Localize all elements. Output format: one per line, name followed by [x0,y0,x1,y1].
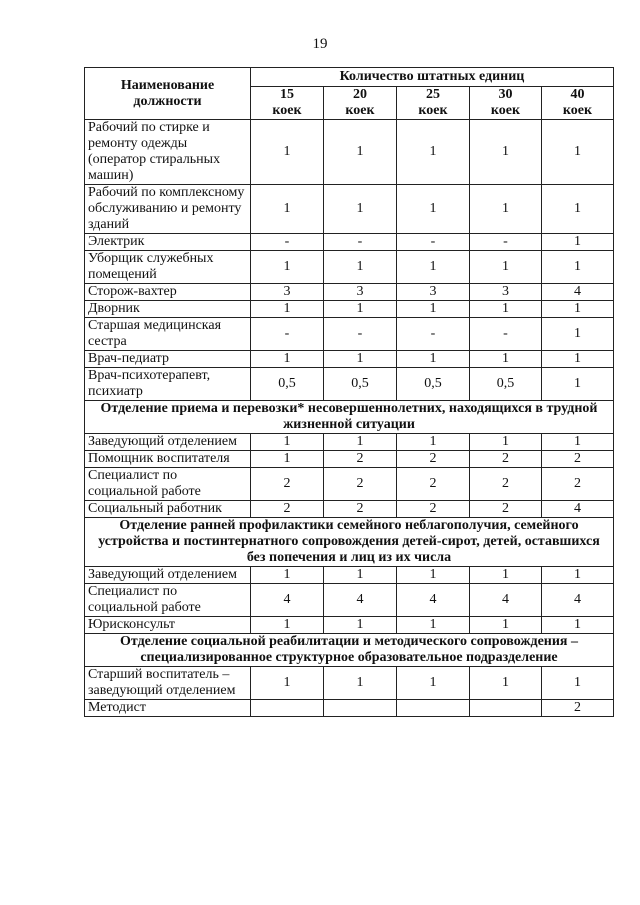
staff-count-cell: - [470,318,542,351]
section-row [85,401,614,434]
staff-count-cell: 0,5 [397,368,470,401]
staff-count-cell: 4 [470,584,542,617]
staff-count-cell [470,700,542,717]
staff-count-cell: 4 [324,584,397,617]
table-row [85,451,614,468]
table-row [85,284,614,301]
staffing-table [84,67,614,717]
position-name: Старший воспитатель – заведующий отделением [85,667,251,700]
staff-count-cell: 1 [542,434,614,451]
staff-count-cell: 1 [251,617,324,634]
staff-count-cell: 1 [542,617,614,634]
staff-count-cell: 1 [470,434,542,451]
bed-count-number: 15 [280,87,294,102]
staff-count-cell: 2 [324,468,397,501]
staff-count-cell: 1 [542,185,614,234]
staff-count-cell: 0,5 [470,368,542,401]
staff-count-cell: 1 [470,567,542,584]
staff-count-cell: 1 [324,251,397,284]
staff-count-cell [397,700,470,717]
bed-count-unit: коек [418,103,448,118]
bed-count-unit: коек [562,103,593,118]
position-name: Методист [85,700,251,717]
position-name: Рабочий по стирке и ремонту одежды (оператор стиральных машин) [85,120,251,185]
bed-count-header [251,87,324,120]
staff-count-cell: 1 [251,567,324,584]
staff-count-cell: 1 [470,351,542,368]
position-name: Сторож-вахтер [85,284,251,301]
staff-count-cell: 2 [324,451,397,468]
staff-count-cell: 2 [542,468,614,501]
staff-count-cell: 1 [397,667,470,700]
staff-count-cell: 2 [470,468,542,501]
staff-count-cell: 1 [542,318,614,351]
table-row [85,251,614,284]
table-row [85,567,614,584]
staff-count-cell: 1 [251,120,324,185]
staff-count-cell: 3 [397,284,470,301]
staff-count-cell: 4 [542,584,614,617]
section-row [85,634,614,667]
position-name: Рабочий по комплексному обслуживанию и ремонту зданий [85,185,251,234]
staff-count-cell: 1 [251,185,324,234]
staff-count-cell: - [324,234,397,251]
position-name: Уборщик служебных помещений [85,251,251,284]
table-row [85,234,614,251]
table-row [85,584,614,617]
bed-count-number: 40 [570,87,585,102]
staff-count-cell: 1 [251,434,324,451]
staff-count-cell: 3 [251,284,324,301]
staff-count-cell: - [397,234,470,251]
position-name: Электрик [85,234,251,251]
bed-count-header [324,87,397,120]
bed-count-header [470,87,542,120]
page-number: 19 [312,36,328,52]
staff-count-cell: 1 [251,301,324,318]
position-name: Помощник воспитателя [85,451,251,468]
staff-count-cell: 1 [324,185,397,234]
staff-count-cell: - [251,318,324,351]
staff-count-cell: 2 [324,501,397,518]
section-row [85,518,614,567]
staff-count-cell: 1 [397,434,470,451]
bed-count-number: 25 [426,87,440,102]
staff-count-cell: 1 [470,667,542,700]
staff-count-cell: 4 [542,501,614,518]
staff-count-cell: 1 [542,567,614,584]
position-name: Дворник [85,301,251,318]
staff-count-cell: 2 [542,700,614,717]
staff-count-header: Количество штатных единиц [251,68,614,87]
staff-count-cell: 1 [542,351,614,368]
table-row [85,700,614,717]
position-name: Юрисконсульт [85,617,251,634]
staff-count-cell: 1 [397,185,470,234]
staff-count-cell: 2 [397,501,470,518]
staff-count-cell [324,700,397,717]
staff-count-cell: 1 [251,667,324,700]
bed-count-header [397,87,470,120]
position-name: Специалист по социальной работе [85,584,251,617]
staff-count-cell: 1 [324,301,397,318]
staff-count-cell: 4 [251,584,324,617]
bed-count-header [542,87,614,120]
staff-count-cell: 1 [324,351,397,368]
staff-count-cell: 2 [251,468,324,501]
table-row [85,120,614,185]
table-row [85,617,614,634]
staff-count-cell: 1 [542,368,614,401]
table-row [85,185,614,234]
staff-count-cell: 4 [397,584,470,617]
staff-count-cell: 1 [470,251,542,284]
staff-count-cell: 1 [397,351,470,368]
staff-count-cell: 2 [251,501,324,518]
section-title: Отделение ранней профилактики семейного неблагополучия, семейного устройства и постинтернатного сопровождения детей-сирот, детей, оставшихся без попечения и лиц из их числа [85,518,614,567]
bed-count-number: 20 [353,87,367,102]
staff-count-cell: 1 [251,351,324,368]
table-row [85,501,614,518]
staff-count-cell: 1 [542,301,614,318]
table-row [85,667,614,700]
staff-count-cell: 1 [470,120,542,185]
staff-count-cell: 1 [251,251,324,284]
staff-count-cell: 2 [397,451,470,468]
staff-count-cell: 1 [470,301,542,318]
position-name: Заведующий отделением [85,434,251,451]
staff-count-cell: - [251,234,324,251]
bed-count-unit: коек [490,103,521,118]
staff-count-cell: - [470,234,542,251]
staff-count-cell: 2 [470,501,542,518]
staff-count-cell: 1 [324,567,397,584]
staff-count-cell: 1 [542,667,614,700]
staff-count-cell: 2 [470,451,542,468]
staff-count-cell: 1 [397,120,470,185]
table-row [85,468,614,501]
position-name: Социальный работник [85,501,251,518]
staff-count-cell: - [397,318,470,351]
staff-count-cell: 1 [397,301,470,318]
staff-count-cell: 1 [324,667,397,700]
staff-count-cell: 1 [542,120,614,185]
table-row [85,434,614,451]
staff-count-cell: 2 [542,451,614,468]
position-name: Заведующий отделением [85,567,251,584]
staff-count-cell: 1 [324,120,397,185]
position-name: Специалист по социальной работе [85,468,251,501]
staff-count-cell: 0,5 [251,368,324,401]
staff-count-cell: 3 [470,284,542,301]
section-title: Отделение приема и перевозки* несовершеннолетних, находящихся в трудной жизненной ситуации [85,401,614,434]
table-row [85,318,614,351]
staff-count-cell: 1 [324,434,397,451]
table-row [85,351,614,368]
staff-count-cell: 1 [397,567,470,584]
bed-count-unit: коек [272,103,302,118]
staff-count-cell: 1 [470,617,542,634]
section-title: Отделение социальной реабилитации и методического сопровождения – специализированное структурное образовательное подразделение [85,634,614,667]
staff-count-cell: - [324,318,397,351]
table-row [85,301,614,318]
staff-count-cell: 1 [542,234,614,251]
bed-count-unit: коек [345,103,375,118]
staff-count-cell: 1 [397,251,470,284]
staff-count-cell: 2 [397,468,470,501]
position-name: Врач-психотерапевт, психиатр [85,368,251,401]
table-row [85,368,614,401]
staff-count-cell: 1 [470,185,542,234]
bed-count-number: 30 [498,87,513,102]
staff-count-cell: 1 [397,617,470,634]
position-name: Врач-педиатр [85,351,251,368]
staff-count-cell: 3 [324,284,397,301]
staff-count-cell: 1 [324,617,397,634]
staff-count-cell: 0,5 [324,368,397,401]
position-column-header: Наименование должности [85,68,251,120]
staff-count-cell: 4 [542,284,614,301]
staff-count-cell: 1 [251,451,324,468]
staff-count-cell: 1 [542,251,614,284]
staff-count-cell [251,700,324,717]
position-name: Старшая медицинская сестра [85,318,251,351]
